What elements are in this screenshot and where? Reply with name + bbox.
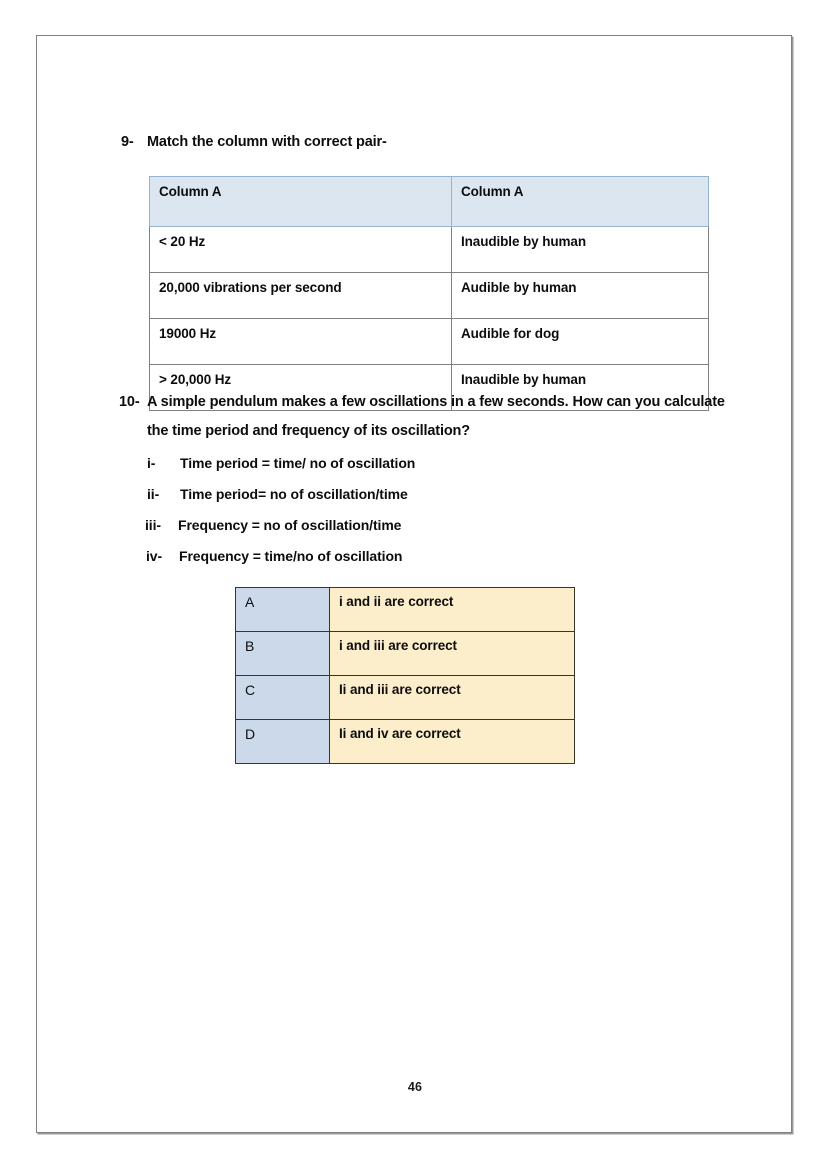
match-cell-right: Inaudible by human xyxy=(452,365,709,411)
answer-option-row-a[interactable] xyxy=(236,588,575,632)
match-cell-left: < 20 Hz xyxy=(150,227,452,273)
roman-option-iii xyxy=(145,517,401,533)
answer-option-value-a[interactable]: i and ii are correct xyxy=(330,588,575,632)
question-10-text-line-1: A simple pendulum makes a few oscillations in a few seconds. How can you calculate xyxy=(147,394,725,410)
match-cell-right: Audible by human xyxy=(452,273,709,319)
roman-option-iii-text: Frequency = no of oscillation/time xyxy=(178,517,402,533)
question-9-text: Match the column with correct pair- xyxy=(147,134,387,150)
match-table-header-row xyxy=(150,177,709,227)
question-10-number: 10- xyxy=(119,394,140,410)
match-cell-left: 19000 Hz xyxy=(150,319,452,365)
question-10-line-1 xyxy=(119,394,725,410)
question-9-number: 9- xyxy=(121,134,134,150)
roman-option-iv xyxy=(146,548,402,564)
answer-option-row-c[interactable] xyxy=(236,676,575,720)
roman-option-i xyxy=(147,455,415,471)
page-content xyxy=(37,36,793,1134)
table-row xyxy=(150,227,709,273)
match-table-header-col-a: Column A xyxy=(150,177,452,227)
answer-option-key-a[interactable]: A xyxy=(236,588,330,632)
answer-option-row-d[interactable] xyxy=(236,720,575,764)
roman-option-i-key: i- xyxy=(147,455,156,471)
roman-option-iv-key: iv- xyxy=(146,548,163,564)
match-cell-left: 20,000 vibrations per second xyxy=(150,273,452,319)
match-cell-right: Inaudible by human xyxy=(452,227,709,273)
roman-option-iv-text: Frequency = time/no of oscillation xyxy=(179,548,403,564)
answer-option-value-d[interactable]: Ii and iv are correct xyxy=(330,720,575,764)
roman-option-i-text: Time period = time/ no of oscillation xyxy=(180,455,416,471)
question-9-line xyxy=(121,134,387,150)
answer-option-value-c[interactable]: Ii and iii are correct xyxy=(330,676,575,720)
answer-options-table xyxy=(235,587,575,764)
table-row xyxy=(150,273,709,319)
page-border-frame xyxy=(36,35,792,1133)
match-cell-left: > 20,000 Hz xyxy=(150,365,452,411)
roman-option-iii-key: iii- xyxy=(145,517,161,533)
page-number: 46 xyxy=(407,1080,423,1094)
match-table-header-col-b: Column A xyxy=(452,177,709,227)
answer-option-row-b[interactable] xyxy=(236,632,575,676)
roman-option-ii-key: ii- xyxy=(147,486,160,502)
match-cell-right: Audible for dog xyxy=(452,319,709,365)
answer-option-key-d[interactable]: D xyxy=(236,720,330,764)
question-10-text-line-2: the time period and frequency of its oscillation? xyxy=(147,423,470,439)
table-row xyxy=(150,319,709,365)
answer-option-key-c[interactable]: C xyxy=(236,676,330,720)
roman-option-ii-text: Time period= no of oscillation/time xyxy=(180,486,408,502)
answer-option-key-b[interactable]: B xyxy=(236,632,330,676)
roman-option-ii xyxy=(147,486,408,502)
question-10-line-2 xyxy=(147,423,470,439)
answer-option-value-b[interactable]: i and iii are correct xyxy=(330,632,575,676)
match-column-table xyxy=(149,176,709,411)
